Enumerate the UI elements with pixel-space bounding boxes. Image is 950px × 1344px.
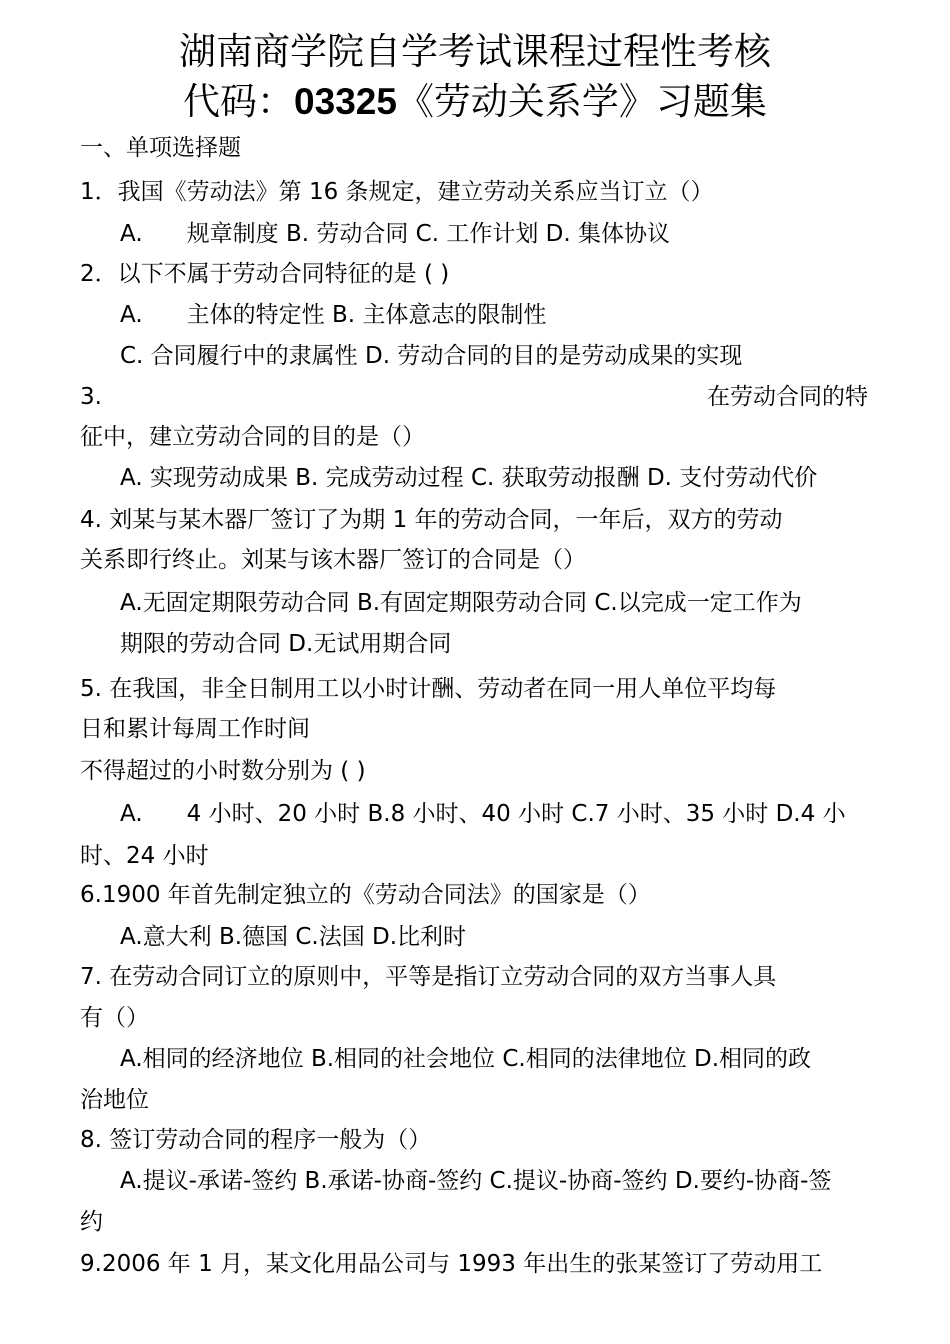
- question-6-options: A.意大利 B.德国 C.法国 D.比利时: [120, 924, 467, 950]
- question-4-options-line1: A.无固定期限劳动合同 B.有固定期限劳动合同 C.以完成一定工作为: [120, 590, 802, 616]
- question-9-stem-line1: 9.2006 年 1 月，某文化用品公司与 1993 年出生的张某签订了劳动用工: [80, 1251, 823, 1277]
- document-title: 湖南商学院自学考试课程过程性考核: [179, 30, 771, 73]
- question-3-stem-right: 在劳动合同的特: [707, 384, 868, 410]
- subtitle-prefix: 代码：: [183, 80, 295, 123]
- options-text: 规章制度 B. 劳动合同 C. 工作计划 D. 集体协议: [186, 221, 670, 247]
- question-3-number: 3.: [80, 384, 102, 410]
- subtitle-course-name: 《劳动关系学》习题集: [396, 80, 767, 123]
- question-5-stem-line2: 日和累计每周工作时间: [80, 716, 310, 742]
- question-7-stem-line2: 有（）: [80, 1005, 149, 1031]
- question-8-options-line1: A.提议-承诺-签约 B.承诺-协商-签约 C.提议-协商-签约 D.要约-协商-签: [120, 1168, 832, 1194]
- question-2-stem: 2．以下不属于劳动合同特征的是 ( ): [80, 261, 450, 287]
- question-2-options-line1: [120, 300, 546, 330]
- question-5-stem-line1: 5. 在我国，非全日制用工以小时计酬、劳动者在同一用人单位平均每: [80, 676, 777, 702]
- option-a-letter: A.: [120, 302, 143, 328]
- question-8-options-line2: 约: [80, 1209, 103, 1235]
- question-4-stem-line2: 关系即行终止。刘某与该木器厂签订的合同是（）: [80, 547, 586, 573]
- question-5-options-line2: 时、24 小时: [80, 843, 209, 869]
- question-3-options: A. 实现劳动成果 B. 完成劳动过程 C. 获取劳动报酬 D. 支付劳动代价: [120, 465, 818, 491]
- question-4-stem-line1: 4. 刘某与某木器厂签订了为期 1 年的劳动合同，一年后，双方的劳动: [80, 507, 783, 533]
- question-7-options-line1: A.相同的经济地位 B.相同的社会地位 C.相同的法律地位 D.相同的政: [120, 1046, 812, 1072]
- document-subtitle: [0, 80, 950, 124]
- option-a-letter: A.: [120, 221, 143, 247]
- question-2-options-line2: C. 合同履行中的隶属性 D. 劳动合同的目的是劳动成果的实现: [120, 343, 743, 369]
- question-6-stem: 6.1900 年首先制定独立的《劳动合同法》的国家是（）: [80, 882, 651, 908]
- section-heading: 一、单项选择题: [80, 135, 241, 161]
- option-a-letter: A.: [120, 801, 143, 827]
- question-5-options-line1: [120, 799, 846, 829]
- question-1-stem: 1．我国《劳动法》第 16 条规定，建立劳动关系应当订立（）: [80, 179, 714, 205]
- course-code: 03325: [294, 81, 397, 122]
- question-7-stem-line1: 7. 在劳动合同订立的原则中，平等是指订立劳动合同的双方当事人具: [80, 964, 777, 990]
- question-7-options-line2: 治地位: [80, 1087, 149, 1113]
- question-5-stem-line3: 不得超过的小时数分别为 ( ): [80, 758, 366, 784]
- question-4-options-line2: 期限的劳动合同 D.无试用期合同: [120, 631, 452, 657]
- question-8-stem: 8. 签订劳动合同的程序一般为（）: [80, 1127, 432, 1153]
- options-text: 4 小时、20 小时 B.8 小时、40 小时 C.7 小时、35 小时 D.4 小: [186, 801, 846, 827]
- options-text: 主体的特定性 B. 主体意志的限制性: [186, 302, 547, 328]
- question-1-options: [120, 219, 670, 249]
- question-3-stem-line2: 征中，建立劳动合同的目的是（）: [80, 424, 425, 450]
